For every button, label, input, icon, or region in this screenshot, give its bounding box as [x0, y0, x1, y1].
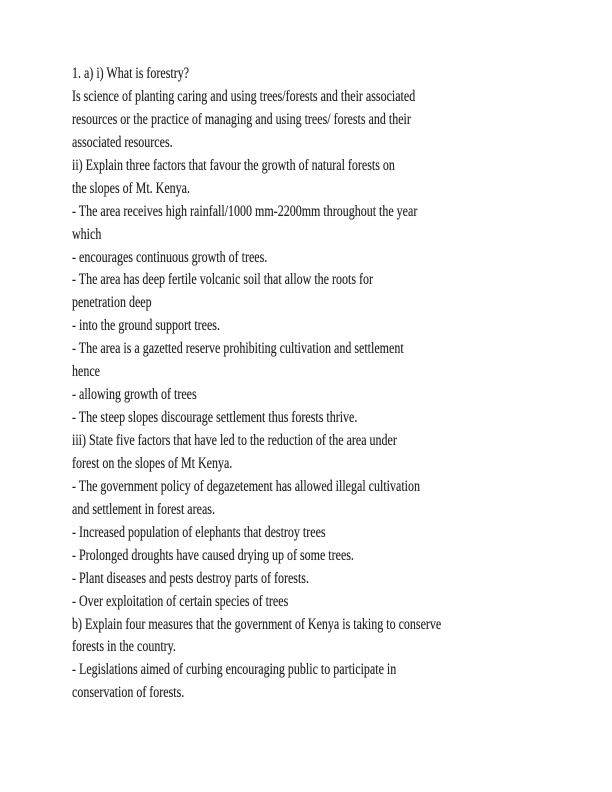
text-line: - The area has deep fertile volcanic soil that allow the roots for [72, 271, 373, 289]
document-text-block [72, 63, 567, 705]
text-line: b) Explain four measures that the government of Kenya is taking to conserve [72, 615, 442, 633]
text-line: ii) Explain three factors that favour the growth of natural forests on [72, 156, 395, 174]
text-line: 1. a) i) What is forestry? [72, 65, 190, 82]
text-line: - Legislations aimed of curbing encouraging public to participate in [72, 661, 397, 679]
text-line: forests in the country. [72, 638, 176, 656]
text-line: - The steep slopes discourage settlement thus forests thrive. [72, 409, 358, 427]
text-line: - into the ground support trees. [72, 317, 220, 335]
text-line: - encourages continuous growth of trees. [72, 248, 268, 266]
text-line: which [72, 225, 102, 243]
text-line: forest on the slopes of Mt Kenya. [72, 454, 233, 472]
text-line: Is science of planting caring and using trees/forests and their associated [72, 87, 416, 105]
text-line: - The area is a gazetted reserve prohibiting cultivation and settlement [72, 340, 404, 358]
text-line: penetration deep [72, 294, 152, 312]
text-line: associated resources. [72, 133, 173, 151]
text-line: - Plant diseases and pests destroy parts of forests. [72, 569, 309, 587]
text-line: iii) State five factors that have led to the reduction of the area under [72, 432, 397, 449]
text-line: resources or the practice of managing and using trees/ forests and their [72, 110, 411, 128]
text-line: conservation of forests. [72, 684, 185, 702]
text-line: and settlement in forest areas. [72, 500, 215, 518]
text-line: - The government policy of degazetement has allowed illegal cultivation [72, 477, 420, 495]
text-line: the slopes of Mt. Kenya. [72, 179, 190, 197]
text-line: hence [72, 363, 100, 381]
text-line: - Increased population of elephants that destroy trees [72, 523, 326, 541]
text-line: - Over exploitation of certain species of trees [72, 592, 289, 610]
text-line: - Prolonged droughts have caused drying up of some trees. [72, 546, 354, 564]
text-line: - allowing growth of trees [72, 386, 197, 404]
text-line: - The area receives high rainfall/1000 mm-2200mm throughout the year [72, 202, 418, 220]
